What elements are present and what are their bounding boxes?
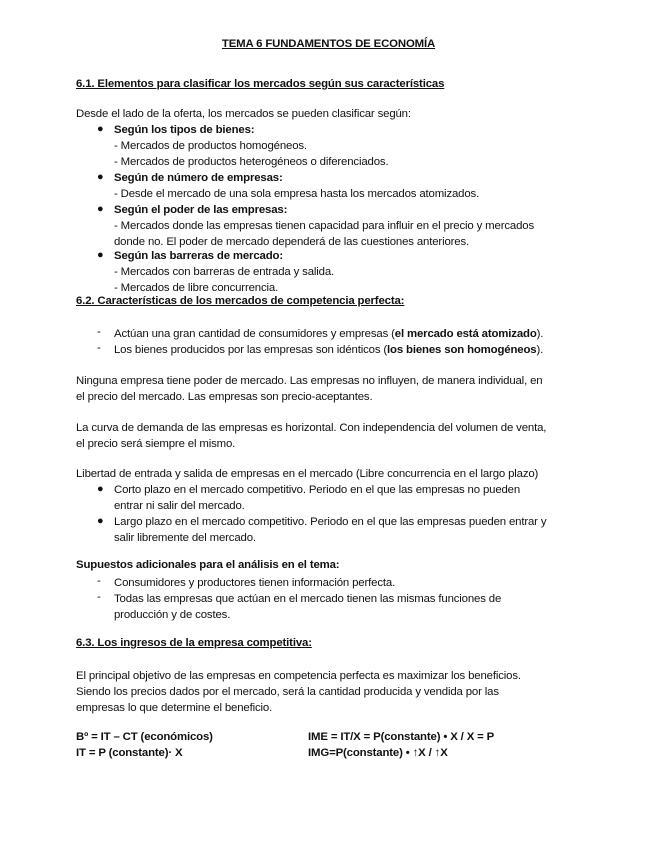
section-heading-6-2: 6.2. Características de los mercados de competencia perfecta:	[76, 295, 405, 307]
list-item: Actúan una gran cantidad de consumidores y empresas (el mercado está atomizado).	[114, 328, 544, 340]
dash-marker: -	[97, 326, 101, 338]
section-6-1-intro: Desde el lado de la oferta, los mercados se pueden clasificar según:	[76, 108, 411, 120]
bullet-icon: ●	[97, 515, 104, 527]
supuestos-heading: Supuestos adicionales para el análisis en el tema:	[76, 559, 340, 571]
list-item: Según el poder de las empresas: - Mercados donde las empresas tienen capacidad para influir en el precio y mercados donde no. El poder de mercado dependerá de las cuestiones anteriores.	[114, 204, 534, 248]
paragraph: Libertad de entrada y salida de empresas en el mercado (Libre concurrencia en el largo plazo)	[76, 468, 539, 480]
dash-marker: -	[97, 342, 101, 354]
document-title: TEMA 6 FUNDAMENTOS DE ECONOMÍA	[221, 38, 436, 50]
bullet-icon: ●	[97, 249, 104, 261]
dash-marker: -	[97, 591, 101, 603]
dash-marker: -	[97, 575, 101, 587]
list-item: Consumidores y productores tienen información perfecta.	[114, 577, 396, 589]
section-heading-6-1: 6.1. Elementos para clasificar los mercados según sus características	[76, 78, 445, 90]
list-item: Largo plazo en el mercado competitivo. Periodo en el que las empresas pueden entrar y salir libremente del mercado.	[114, 516, 547, 544]
paragraph: El principal objetivo de las empresas en competencia perfecta es maximizar los beneficios. Siendo los precios dados por el mercado, será la cantidad producida y vendida por las empresas lo que determine el beneficio.	[76, 670, 521, 714]
paragraph: Ninguna empresa tiene poder de mercado. Las empresas no influyen, de manera individual, en el precio del mercado. Las empresas son precio-aceptantes.	[76, 375, 543, 403]
bullet-icon: ●	[97, 203, 104, 215]
list-item: Según de número de empresas: - Desde el mercado de una sola empresa hasta los mercados atomizados.	[114, 172, 480, 200]
list-item: Corto plazo en el mercado competitivo. Periodo en el que las empresas no pueden entrar ni salir del mercado.	[114, 484, 521, 512]
equation-ingreso-marginal: IMG=P(constante) • ↑X / ↑X	[308, 747, 448, 759]
paragraph: La curva de demanda de las empresas es horizontal. Con independencia del volumen de venta, el precio será siempre el mismo.	[76, 422, 547, 450]
list-item: Todas las empresas que actúan en el mercado tienen las mismas funciones de producción y de costes.	[114, 593, 502, 621]
equation-ingreso-medio: IME = IT/X = P(constante) • X / X = P	[308, 731, 495, 743]
bullet-icon: ●	[97, 123, 104, 135]
equation-beneficio: Bº = IT – CT (económicos)	[76, 731, 213, 743]
equation-ingreso-total: IT = P (constante)· X	[76, 747, 183, 759]
bullet-icon: ●	[97, 171, 104, 183]
bullet-icon: ●	[97, 483, 104, 495]
list-item: Según las barreras de mercado: - Mercados con barreras de entrada y salida. - Mercados de libre concurrencia.	[114, 250, 335, 294]
list-item: Los bienes producidos por las empresas son idénticos (los bienes son homogéneos).	[114, 344, 544, 356]
list-item: Según los tipos de bienes: - Mercados de productos homogéneos. - Mercados de productos heterogéneos o diferenciados.	[114, 124, 389, 168]
section-heading-6-3: 6.3. Los ingresos de la empresa competitiva:	[76, 637, 312, 649]
